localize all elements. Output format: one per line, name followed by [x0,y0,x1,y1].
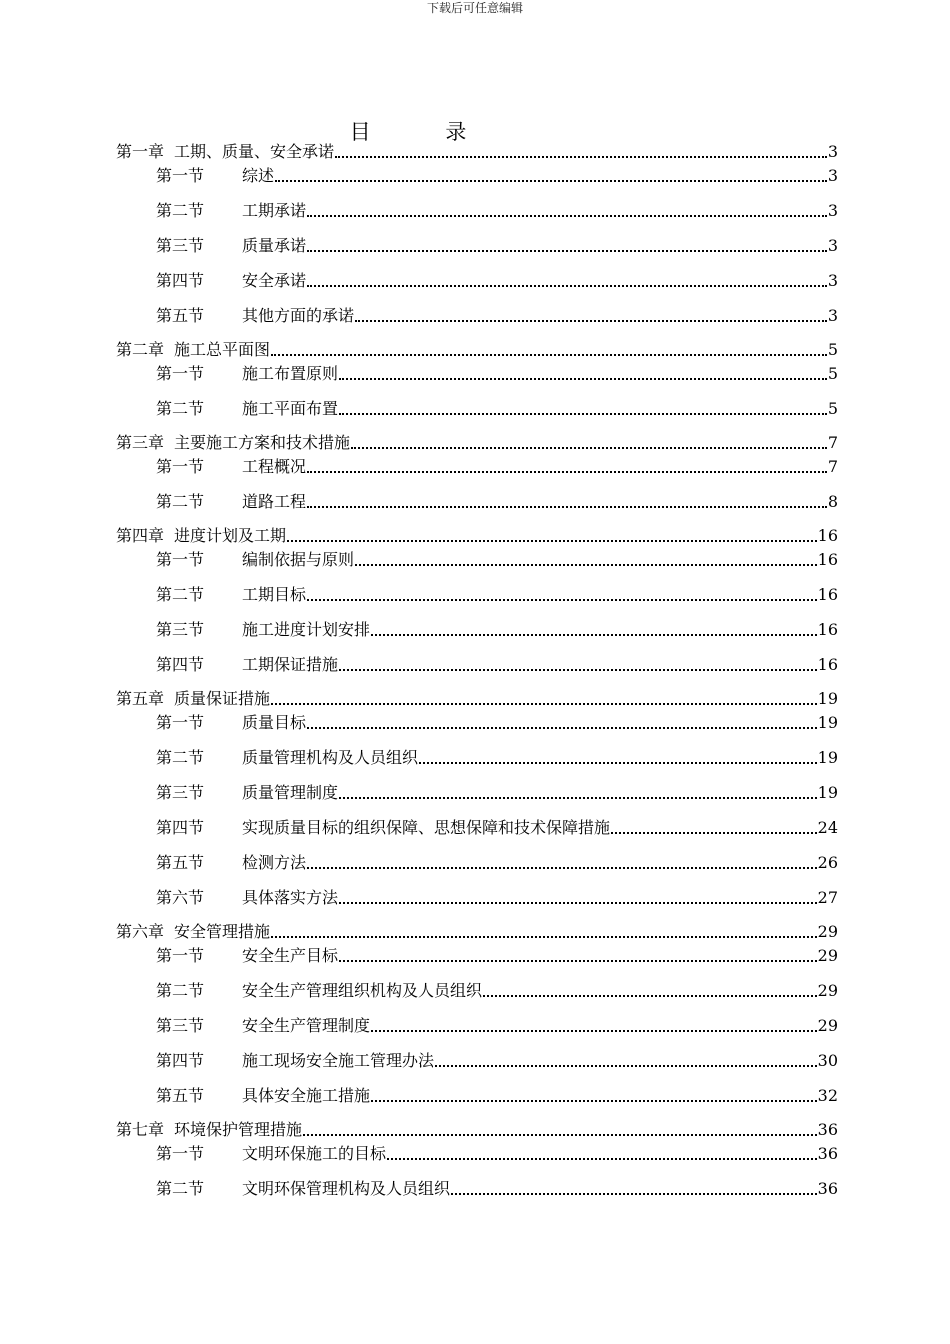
leader-dots [371,1099,817,1102]
toc-section-entry[interactable] [116,1143,838,1165]
leader-dots [307,249,827,252]
section-title: 其他方面的承诺 [242,306,355,325]
section-number: 第一节 [156,550,205,569]
page-number: 5 [827,399,838,418]
page-number: 3 [827,166,838,185]
section-title: 安全生产管理制度 [242,1016,371,1035]
toc-section-entry[interactable] [116,398,838,420]
page-number: 19 [817,748,838,767]
leader-dots [335,155,827,158]
toc-section-entry[interactable] [116,235,838,257]
section-number: 第一节 [156,166,205,185]
leader-dots [355,563,817,566]
chapter-number: 第二章 [116,340,165,359]
section-title: 工期目标 [242,585,307,604]
section-title: 质量管理机构及人员组织 [242,748,419,767]
chapter-title: 进度计划及工期 [174,526,287,545]
page-number: 30 [817,1051,838,1070]
chapter-number: 第五章 [116,689,165,708]
page-number: 5 [827,340,838,359]
page-number: 7 [827,457,838,476]
table-of-contents [116,141,838,1200]
toc-section-entry[interactable] [116,1015,838,1037]
page-number: 16 [817,620,838,639]
section-title: 施工现场安全施工管理办法 [242,1051,435,1070]
page-number: 27 [817,888,838,907]
toc-section-entry[interactable] [116,747,838,769]
page-number: 26 [817,853,838,872]
leader-dots [307,598,817,601]
section-title: 具体落实方法 [242,888,339,907]
section-title: 安全生产目标 [242,946,339,965]
section-title: 具体安全施工措施 [242,1086,371,1105]
chapter-title: 安全管理措施 [174,922,271,941]
page-number: 3 [827,271,838,290]
section-number: 第五节 [156,306,205,325]
section-title: 施工平面布置 [242,399,339,418]
section-title: 检测方法 [242,853,307,872]
leader-dots [307,505,827,508]
section-number: 第二节 [156,981,205,1000]
leader-dots [339,412,827,415]
page-number: 36 [817,1144,838,1163]
leader-dots [303,1133,817,1136]
page-number: 29 [817,981,838,1000]
section-title: 安全生产管理组织机构及人员组织 [242,981,483,1000]
toc-section-entry[interactable] [116,165,838,187]
section-number: 第二节 [156,492,205,511]
toc-section-entry[interactable] [116,654,838,676]
leader-dots [371,633,817,636]
leader-dots [339,377,827,380]
toc-section-entry[interactable] [116,980,838,1002]
section-number: 第二节 [156,399,205,418]
toc-section-entry[interactable] [116,1178,838,1200]
toc-section-entry[interactable] [116,200,838,222]
leader-dots [275,179,827,182]
section-number: 第一节 [156,1144,205,1163]
section-number: 第三节 [156,236,205,255]
section-number: 第四节 [156,1051,205,1070]
leader-dots [371,1029,817,1032]
leader-dots [307,470,827,473]
leader-dots [339,796,817,799]
toc-chapter-entry[interactable] [116,525,838,547]
page-number: 29 [817,946,838,965]
page-number: 16 [817,526,838,545]
section-title: 质量承诺 [242,236,307,255]
chapter-title: 质量保证措施 [174,689,271,708]
chapter-number: 第七章 [116,1120,165,1139]
page-number: 16 [817,585,838,604]
toc-section-entry[interactable] [116,1050,838,1072]
section-number: 第三节 [156,1016,205,1035]
section-title: 道路工程 [242,492,307,511]
leader-dots [419,761,817,764]
section-number: 第一节 [156,946,205,965]
section-number: 第三节 [156,783,205,802]
chapter-title: 工期、质量、安全承诺 [174,142,335,161]
page-number: 29 [817,922,838,941]
section-number: 第四节 [156,655,205,674]
page-number: 3 [827,236,838,255]
page-number: 16 [817,550,838,569]
page-number: 24 [817,818,838,837]
leader-dots [271,353,827,356]
page-number: 7 [827,433,838,452]
leader-dots [387,1157,817,1160]
chapter-title: 环境保护管理措施 [174,1120,303,1139]
chapter-title: 主要施工方案和技术措施 [174,433,351,452]
leader-dots [339,901,817,904]
section-number: 第五节 [156,1086,205,1105]
section-title: 文明环保施工的目标 [242,1144,387,1163]
leader-dots [271,935,817,938]
section-title: 施工进度计划安排 [242,620,371,639]
page-number: 3 [827,142,838,161]
toc-chapter-entry[interactable] [116,688,838,710]
toc-section-entry[interactable] [116,270,838,292]
leader-dots [339,668,817,671]
page-header-note: 下载后可任意编辑 [426,1,523,15]
toc-section-entry[interactable] [116,363,838,385]
page-number: 5 [827,364,838,383]
toc-section-entry[interactable] [116,491,838,513]
section-number: 第二节 [156,748,205,767]
section-title: 综述 [242,166,275,185]
section-title: 文明环保管理机构及人员组织 [242,1179,451,1198]
page-number: 3 [827,306,838,325]
toc-section-entry[interactable] [116,1085,838,1107]
page-number: 19 [817,713,838,732]
toc-section-entry[interactable] [116,549,838,571]
toc-section-entry[interactable] [116,945,838,967]
section-number: 第四节 [156,818,205,837]
toc-chapter-entry[interactable] [116,432,838,454]
page-number: 29 [817,1016,838,1035]
page-number: 19 [817,689,838,708]
page-number: 8 [827,492,838,511]
toc-section-entry[interactable] [116,817,838,839]
section-number: 第一节 [156,364,205,383]
page-number: 16 [817,655,838,674]
section-number: 第一节 [156,457,205,476]
toc-chapter-entry[interactable] [116,921,838,943]
toc-section-entry[interactable] [116,887,838,909]
toc-section-entry[interactable] [116,782,838,804]
leader-dots [271,702,817,705]
leader-dots [435,1064,817,1067]
toc-section-entry[interactable] [116,712,838,734]
section-number: 第四节 [156,271,205,290]
section-title: 工期保证措施 [242,655,339,674]
page-number: 32 [817,1086,838,1105]
leader-dots [307,866,817,869]
leader-dots [307,284,827,287]
section-number: 第三节 [156,620,205,639]
section-title: 施工布置原则 [242,364,339,383]
page-number: 3 [827,201,838,220]
toc-chapter-entry[interactable] [116,1119,838,1141]
leader-dots [355,319,827,322]
page-number: 36 [817,1120,838,1139]
leader-dots [451,1192,817,1195]
toc-section-entry[interactable] [116,852,838,874]
toc-section-entry[interactable] [116,456,838,478]
page-number: 19 [817,783,838,802]
chapter-number: 第三章 [116,433,165,452]
section-title: 实现质量目标的组织保障、思想保障和技术保障措施 [242,818,611,837]
section-title: 质量目标 [242,713,307,732]
section-number: 第二节 [156,1179,205,1198]
section-title: 工期承诺 [242,201,307,220]
chapter-title: 施工总平面图 [174,340,271,359]
page-number: 36 [817,1179,838,1198]
leader-dots [287,539,817,542]
leader-dots [307,726,817,729]
section-number: 第二节 [156,585,205,604]
section-title: 编制依据与原则 [242,550,355,569]
toc-chapter-entry[interactable] [116,141,838,163]
leader-dots [351,446,827,449]
section-number: 第一节 [156,713,205,732]
leader-dots [307,214,827,217]
section-title: 安全承诺 [242,271,307,290]
leader-dots [483,994,817,997]
leader-dots [339,959,817,962]
toc-section-entry[interactable] [116,584,838,606]
section-number: 第六节 [156,888,205,907]
leader-dots [611,831,817,834]
section-title: 质量管理制度 [242,783,339,802]
section-number: 第五节 [156,853,205,872]
toc-section-entry[interactable] [116,305,838,327]
section-title: 工程概况 [242,457,307,476]
chapter-number: 第六章 [116,922,165,941]
chapter-number: 第四章 [116,526,165,545]
toc-title: 目 录 [349,120,501,144]
section-number: 第二节 [156,201,205,220]
toc-section-entry[interactable] [116,619,838,641]
toc-chapter-entry[interactable] [116,339,838,361]
chapter-number: 第一章 [116,142,165,161]
